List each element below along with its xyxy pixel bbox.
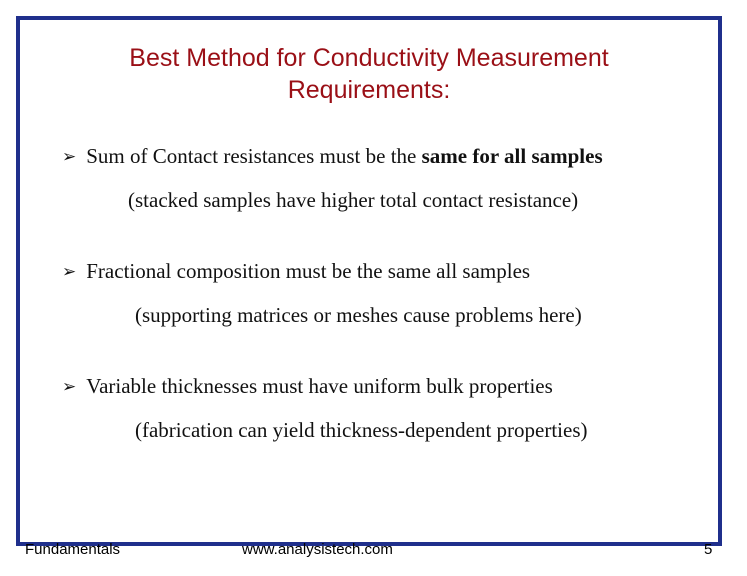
footer-website-link[interactable]: www.analysistech.com <box>242 541 393 558</box>
bullet-note-2: (supporting matrices or meshes cause problems here) <box>135 303 582 327</box>
bullet-item-1 <box>62 144 603 169</box>
bullet-item-3 <box>62 374 553 399</box>
bullet-note-1: (stacked samples have higher total contact resistance) <box>128 188 579 212</box>
slide-title <box>20 42 718 106</box>
bullet-item-2 <box>62 259 530 284</box>
bullet-text-1: Sum of Contact resistances must be the <box>86 144 422 168</box>
arrow-bullet-icon: ➢ <box>62 262 77 282</box>
arrow-bullet-icon: ➢ <box>62 147 77 167</box>
bullet-note-3: (fabrication can yield thickness-dependent properties) <box>135 418 588 442</box>
arrow-bullet-icon: ➢ <box>62 377 77 397</box>
footer-section-label: Fundamentals <box>25 541 121 558</box>
footer-page-number: 5 <box>704 541 713 558</box>
bullet-text-2: Fractional composition must be the same all samples <box>86 259 531 283</box>
bullet-text-3: Variable thicknesses must have uniform bulk properties <box>86 374 553 398</box>
bullet-emphasis-1: same for all samples <box>421 144 603 168</box>
title-line-2: Requirements: <box>287 76 451 104</box>
title-line-1: Best Method for Conductivity Measurement <box>129 44 609 72</box>
